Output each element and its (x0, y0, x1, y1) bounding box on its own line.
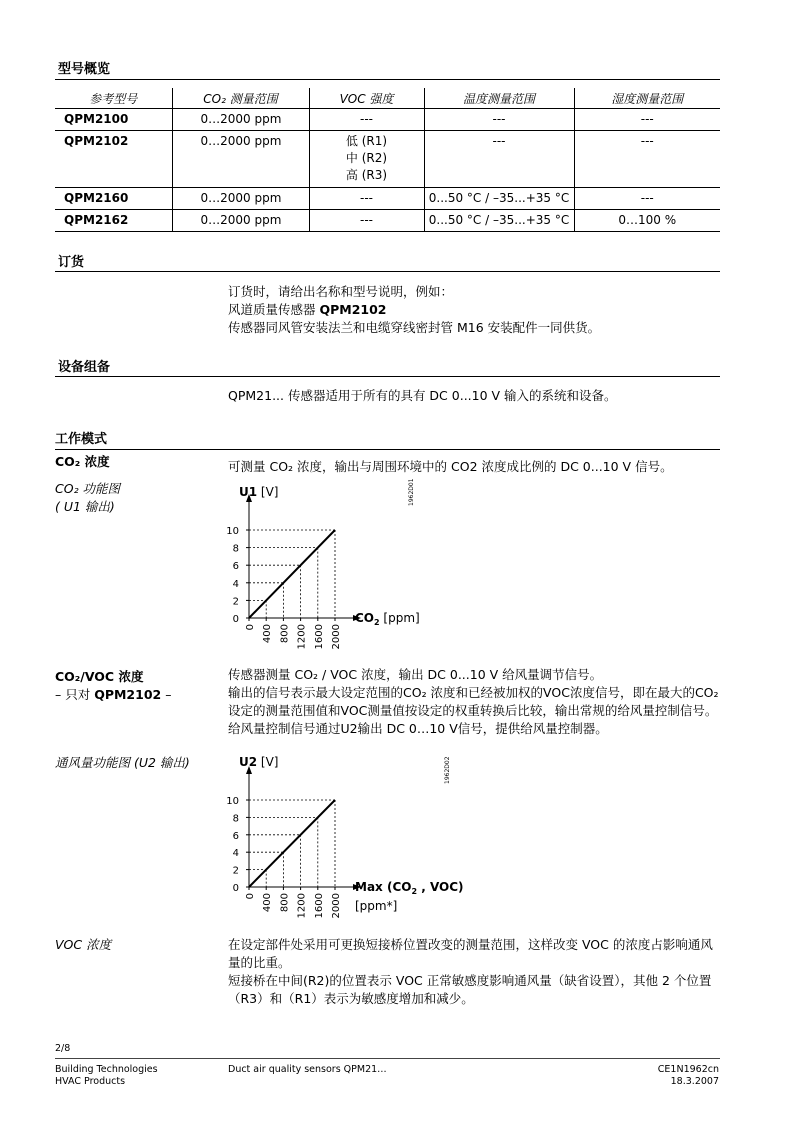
cell-model: QPM2160 (55, 188, 172, 210)
voc-text (228, 936, 720, 1008)
equipment-rule (55, 376, 720, 377)
y-tick-label: 8 (232, 543, 239, 555)
voc-heading: VOC 浓度 (55, 937, 112, 952)
ordering-text (228, 283, 720, 337)
y-axis-title: U1 [V] (239, 485, 279, 499)
cell-co2: 0…2000 ppm (172, 210, 309, 232)
header-hum-range: 湿度测量范围 (574, 88, 720, 109)
table-row (55, 188, 720, 210)
cell-hum: --- (574, 109, 720, 131)
footer-company (55, 1064, 158, 1088)
equipment-text: QPM21... 传感器适用于所有的具有 DC 0...10 V 输入的系统和设备。 (228, 388, 617, 403)
x-axis-title: Max ($CO_2$ , VOC) (355, 880, 464, 896)
x-tick-label: 800 (279, 624, 291, 644)
model-overview-table (55, 88, 720, 232)
voc-para-2: 短接桥在中间(R2)的位置表示 VOC 正常敏感度影响通风量（缺省设置），其他 2 个位置（R3）和（R1）表示为敏感度增加和减少。 (228, 973, 712, 1006)
x-axis-subtitle: [ppm*] (355, 899, 398, 913)
co2voc-para-2: 输出的信号表示最大设定范围的CO₂ 浓度和已经被加权的VOC浓度信号，即在最大的CO₂ 设定的测量范围值和VOC测量值按设定的权重转换后比较，输出常规的给风量控制信号。 (228, 685, 719, 718)
cell-hum: --- (574, 188, 720, 210)
y-tick-label: 0 (232, 614, 239, 625)
ordering-model: QPM2102 (319, 302, 387, 317)
x-tick-label: 1600 (313, 893, 325, 919)
co2voc-text (228, 666, 720, 738)
cell-temp: 0...50 °C / –35...+35 °C (424, 188, 574, 210)
table-header-row (55, 88, 720, 109)
cell-co2: 0…2000 ppm (172, 131, 309, 188)
x-tick-label: 0 (245, 624, 256, 631)
series-line (249, 800, 335, 887)
overview-rule (55, 79, 720, 80)
y-axis-unit: [V] (257, 485, 279, 499)
cell-hum: 0…100 % (574, 210, 720, 232)
footer-company-1: Building Technologies (55, 1064, 158, 1075)
ordering-title: 订货 (58, 255, 85, 270)
ordering-line-3: 传感器同风管安装法兰和电缆穿线密封管 M16 安装配件一同供货。 (228, 320, 601, 335)
co2-diagram-label (55, 480, 120, 516)
footer-rule (55, 1058, 720, 1059)
x-tick-label: 2000 (331, 893, 342, 919)
page-number: 2/8 (55, 1043, 71, 1054)
cell-model: QPM2102 (55, 131, 172, 188)
y-tick-label: 2 (232, 596, 239, 608)
cell-temp: --- (424, 131, 574, 188)
overview-title: 型号概览 (58, 62, 111, 77)
footer-date: 18.3.2007 (670, 1076, 719, 1087)
cell-model: QPM2100 (55, 109, 172, 131)
footer-doc-title: Duct air quality sensors QPM21… (228, 1064, 387, 1075)
cell-voc: 低 (R1) 中 (R2) 高 (R3) (309, 131, 424, 188)
x-tick-label: 1200 (296, 624, 308, 650)
co2voc-para-3: 给风量控制信号通过U2输出 DC 0…10 V信号，提供给风量控制器。 (228, 721, 608, 736)
co2-function-chart (225, 478, 455, 654)
co2voc-subheading: – 只对 QPM2102 – (55, 687, 172, 702)
x-tick-label: 0 (245, 893, 256, 900)
cell-model: QPM2162 (55, 210, 172, 232)
co2-heading: CO₂ 浓度 (55, 454, 110, 469)
x-tick-label: 1600 (313, 624, 325, 650)
y-tick-label: 10 (226, 796, 239, 807)
header-model: 参考型号 (55, 88, 172, 109)
table-row (55, 210, 720, 232)
header-voc: VOC 强度 (309, 88, 424, 109)
x-tick-label: 1200 (296, 893, 308, 919)
ordering-line-1: 订货时，请给出名称和型号说明，例如： (228, 284, 454, 299)
x-axis-title: $CO_2$ [ppm] (355, 611, 420, 627)
cell-hum: --- (574, 131, 720, 188)
header-temp-range: 温度测量范围 (424, 88, 574, 109)
y-tick-label: 4 (232, 578, 239, 590)
header-co2-range: CO₂ 测量范围 (172, 88, 309, 109)
y-tick-label: 8 (232, 813, 239, 825)
y-tick-label: 0 (232, 883, 239, 894)
ordering-line-2: 风道质量传感器 QPM2102 (228, 302, 387, 317)
co2-text: 可测量 CO₂ 浓度，输出与周围环境中的 CO2 浓度成比例的 DC 0...10 V 信号。 (228, 459, 673, 474)
co2-diagram-label-2: ( U1 输出) (55, 499, 115, 514)
series-line (249, 530, 335, 618)
y-tick-label: 4 (232, 848, 239, 860)
operation-rule (55, 449, 720, 450)
x-tick-label: 2000 (331, 624, 342, 650)
cell-temp: --- (424, 109, 574, 131)
footer-doc-id: CE1N1962cn (657, 1064, 719, 1075)
footer-doc-info (658, 1064, 719, 1088)
footer-company-2: HVAC Products (55, 1076, 126, 1087)
cell-co2: 0…2000 ppm (172, 188, 309, 210)
y-axis-title: U2 [V] (239, 755, 279, 769)
u2-diagram-label: 通风量功能图 (U2 输出) (55, 755, 190, 770)
y-tick-label: 6 (232, 830, 239, 842)
equipment-title: 设备组备 (58, 360, 111, 375)
table-row (55, 131, 720, 188)
cell-voc: --- (309, 188, 424, 210)
x-tick-label: 400 (262, 624, 274, 644)
co2voc-heading: CO₂/VOC 浓度 (55, 669, 144, 684)
co2voc-heading-block (55, 668, 171, 704)
operation-title: 工作模式 (55, 432, 108, 447)
cell-temp: 0...50 °C / –35...+35 °C (424, 210, 574, 232)
cell-voc: --- (309, 210, 424, 232)
u2-function-chart (225, 750, 485, 922)
y-tick-label: 10 (226, 526, 239, 537)
figure-id: 1962D01 (408, 478, 415, 506)
cell-co2: 0…2000 ppm (172, 109, 309, 131)
co2voc-para-1: 传感器测量 CO₂ / VOC 浓度，输出 DC 0...10 V 给风量调节信号。 (228, 667, 603, 682)
y-tick-label: 6 (232, 561, 239, 573)
co2-diagram-label-1: CO₂ 功能图 (55, 481, 121, 496)
y-tick-label: 2 (232, 865, 239, 877)
ordering-rule (55, 271, 720, 272)
table-row (55, 109, 720, 131)
x-tick-label: 800 (279, 893, 291, 913)
figure-id: 1962D02 (444, 756, 451, 784)
voc-para-1: 在设定部件处采用可更换短接桥位置改变的测量范围，这样改变 VOC 的浓度占影响通风量的比重。 (228, 937, 713, 970)
cell-voc: --- (309, 109, 424, 131)
x-tick-label: 400 (262, 893, 274, 913)
